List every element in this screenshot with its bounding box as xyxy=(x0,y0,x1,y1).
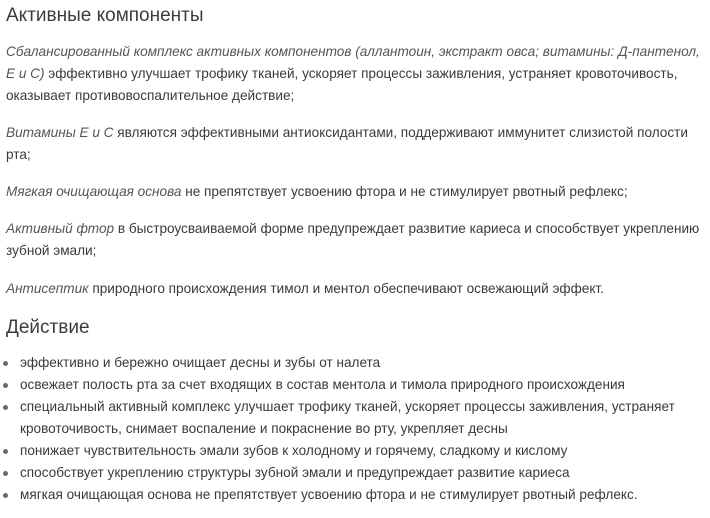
paragraph-antiseptic xyxy=(6,278,706,300)
paragraph-text: в быстроусваиваемой форме предупреждает развитие кариеса и способствует укреплению зубной эмали; xyxy=(6,221,700,258)
list-item-text: специальный активный комплекс улучшает трофику тканей, ускоряет процессы заживления, устраняет кровоточивость, снимает воспаление и покраснение во рту, укрепляет десны xyxy=(20,399,675,436)
paragraph-lead: Мягкая очищающая основа xyxy=(6,184,182,199)
paragraph-lead: Антисептик xyxy=(6,281,89,296)
list-item xyxy=(0,440,704,462)
list-item xyxy=(0,352,704,374)
paragraph-lead: Активный фтор xyxy=(6,221,115,236)
paragraph-vitamins xyxy=(6,122,706,166)
bullet-icon xyxy=(3,471,8,476)
list-item xyxy=(0,374,704,396)
list-item xyxy=(0,462,704,484)
paragraph-balanced-complex xyxy=(6,41,706,107)
list-item-text: способствует укреплению структуры зубной эмали и предупреждает развитие кариеса xyxy=(20,465,570,480)
paragraph-active-fluoride xyxy=(6,218,706,262)
list-item-text: понижает чувствительность эмали зубов к холодному и горячему, сладкому и кислому xyxy=(20,443,568,458)
paragraph-text: являются эффективными антиоксидантами, поддерживают иммунитет слизистой полости рта; xyxy=(6,125,688,162)
paragraph-text: не препятствует усвоению фтора и не стимулирует рвотный рефлекс; xyxy=(181,184,628,199)
paragraph-lead: Витамины Е и С xyxy=(6,125,114,140)
paragraph-text: природного происхождения тимол и ментол обеспечивают освежающий эффект. xyxy=(88,281,604,296)
bullet-icon xyxy=(3,449,8,454)
list-item xyxy=(0,484,704,506)
action-heading: Действие xyxy=(6,317,90,338)
paragraph-lead: Сбалансированный комплекс активных компонентов (аллантоин, экстракт овса; витамины: Д-пантенол, Е и С) xyxy=(6,44,700,81)
paragraph-text: эффективно улучшает трофику тканей, ускоряет процессы заживления, устраняет кровоточивость, оказывает противовоспалительное действие; xyxy=(6,66,678,103)
active-components-heading: Активные компоненты xyxy=(6,5,204,26)
bullet-icon xyxy=(3,405,8,410)
list-item-text: освежает полость рта за счет входящих в состав ментола и тимола природного происхождения xyxy=(20,377,625,392)
action-list xyxy=(0,352,704,506)
list-item xyxy=(0,396,704,440)
bullet-icon xyxy=(3,361,8,366)
bullet-icon xyxy=(3,493,8,498)
paragraph-soft-base xyxy=(6,181,706,203)
list-item-text: эффективно и бережно очищает десны и зубы от налета xyxy=(20,355,381,370)
list-item-text: мягкая очищающая основа не препятствует усвоению фтора и не стимулирует рвотный рефлекс. xyxy=(20,487,638,502)
bullet-icon xyxy=(3,383,8,388)
